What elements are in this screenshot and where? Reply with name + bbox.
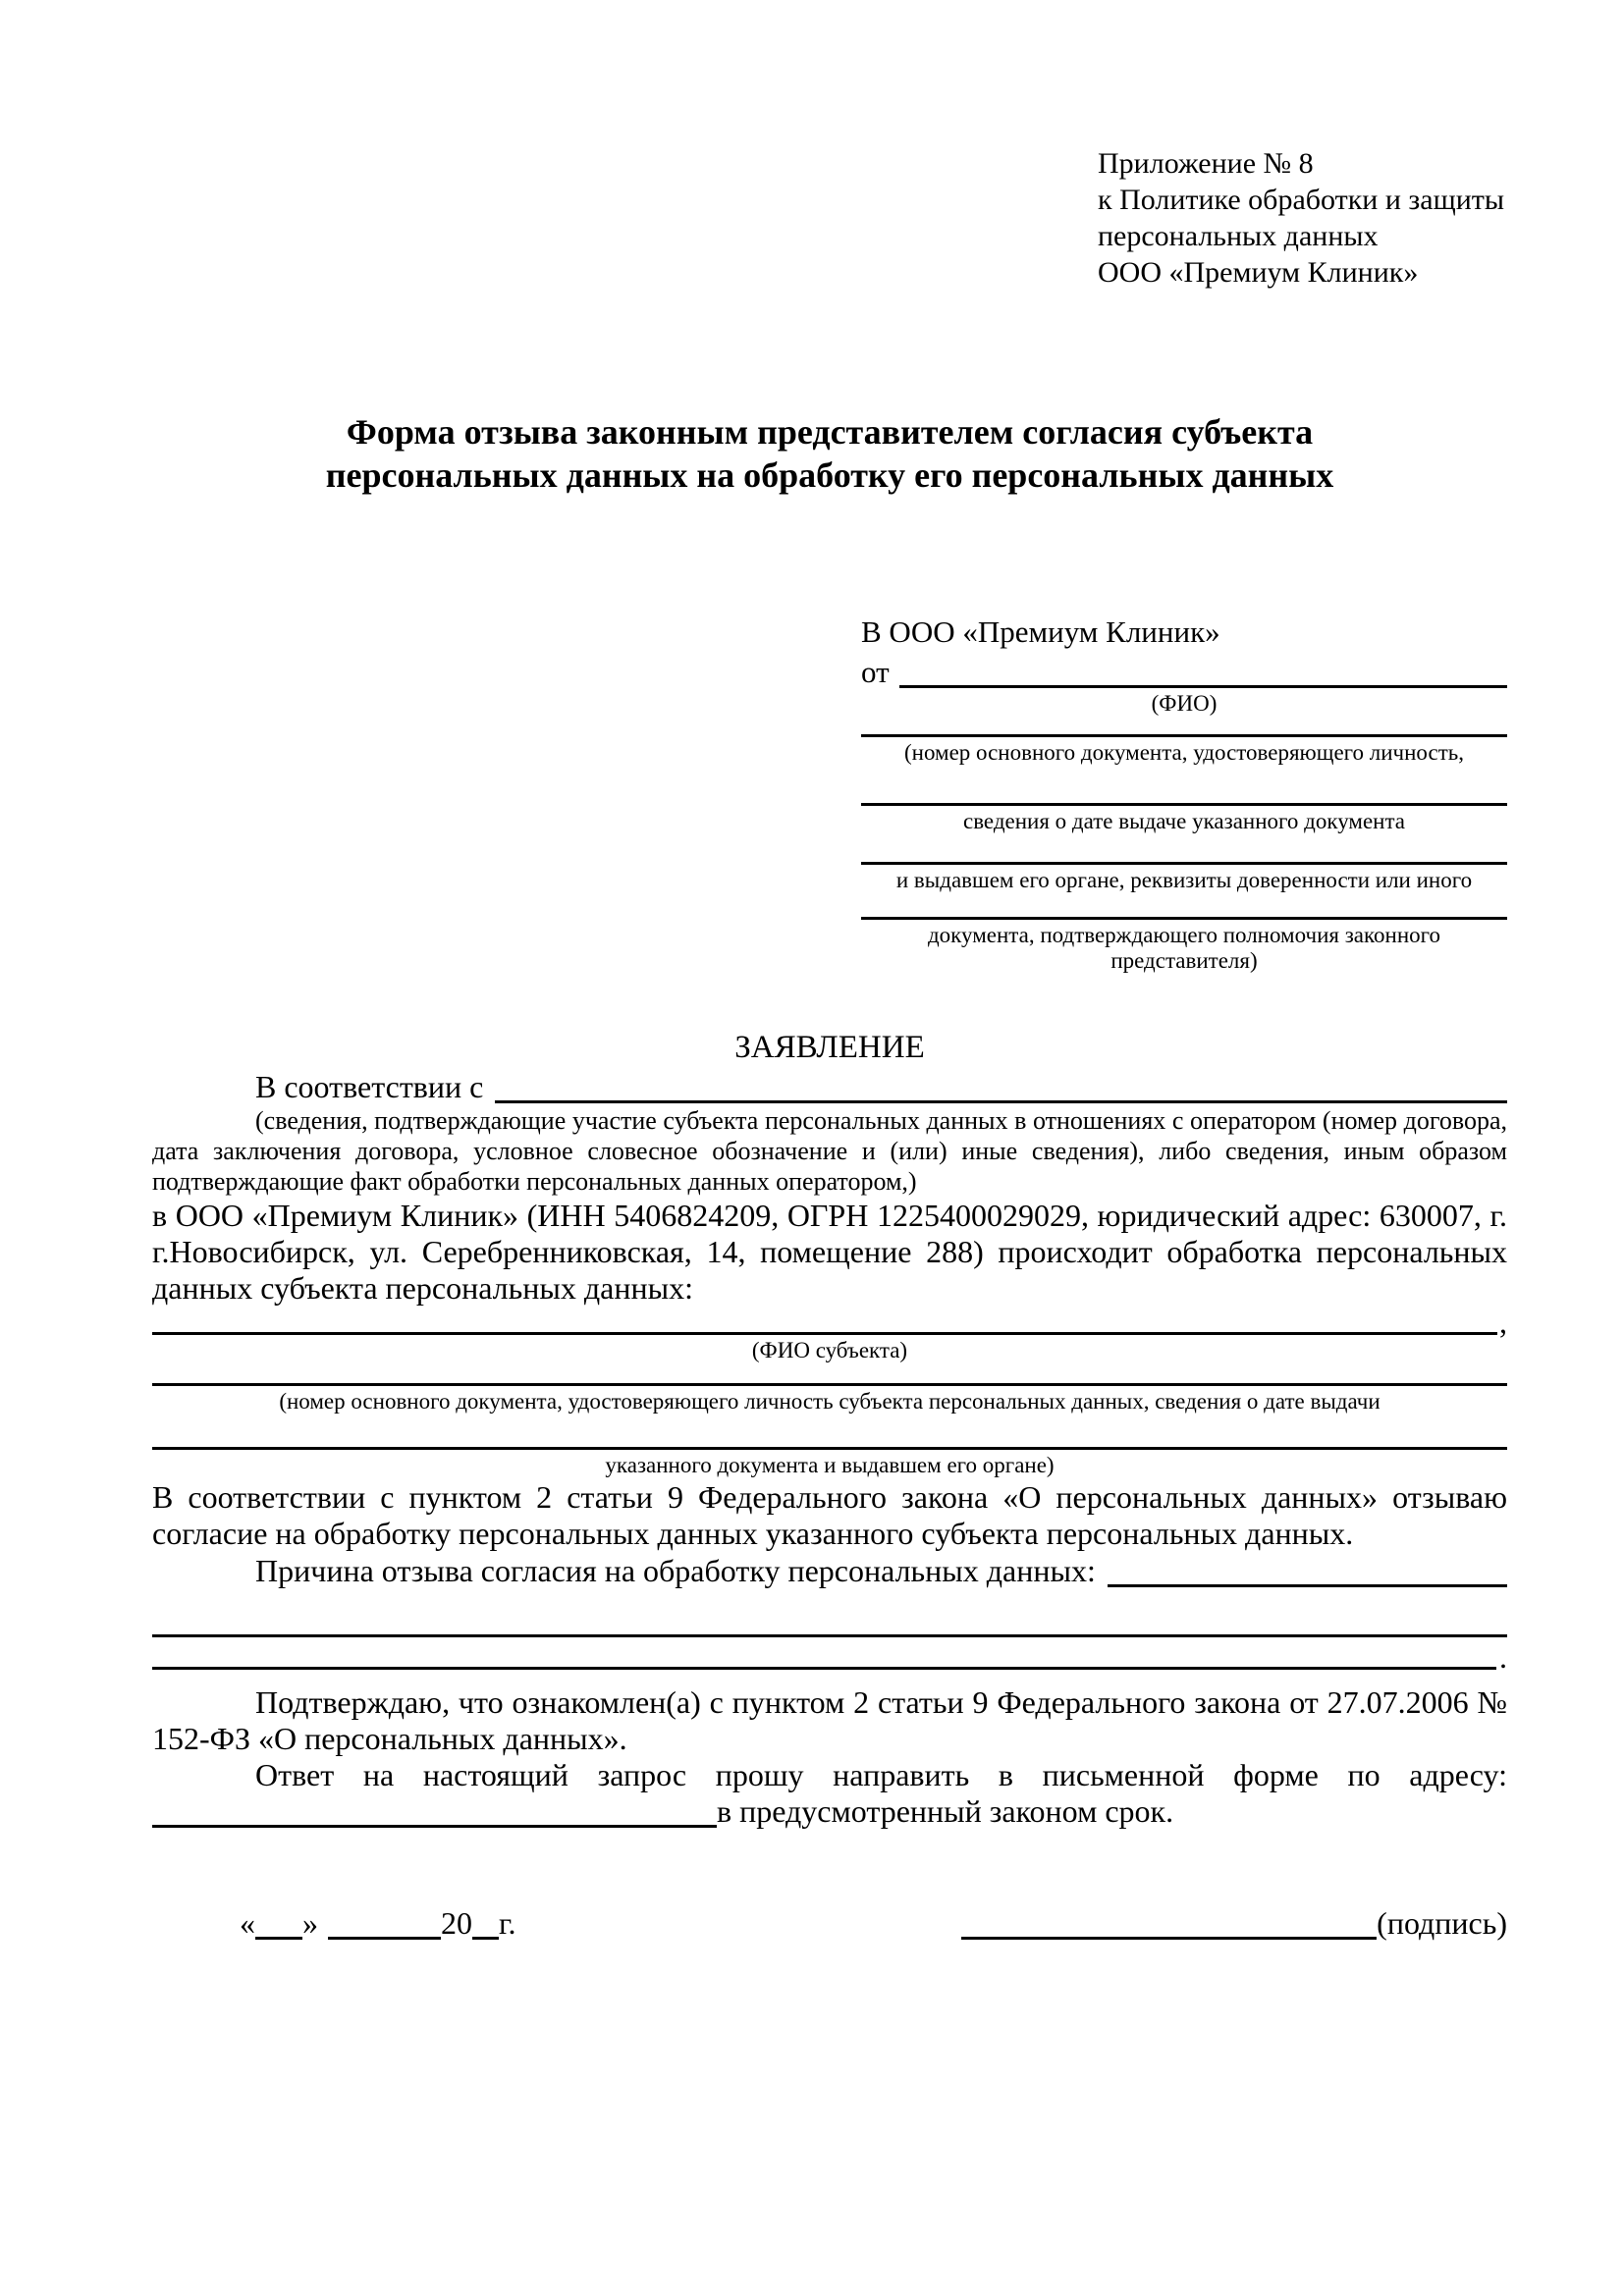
document-title xyxy=(152,410,1507,497)
reason-blank-line-short xyxy=(1108,1552,1507,1587)
subject-fio-row xyxy=(152,1305,1507,1340)
signature-field xyxy=(961,1904,1507,1940)
reason-blank-row-2 xyxy=(152,1637,1507,1675)
representative-doc-caption-4: документа, подтверждающего полномочия законного представителя) xyxy=(927,923,1440,973)
from-row xyxy=(861,656,1507,688)
date-quote-close: » xyxy=(302,1905,318,1941)
subject-fio-caption: (ФИО субъекта) xyxy=(751,1338,908,1362)
annex-line-2: к Политике обработки и защиты xyxy=(1098,184,1505,216)
from-label: от xyxy=(861,655,890,689)
date-year-prefix: 20 xyxy=(441,1905,472,1941)
date-year-suffix: г. xyxy=(499,1905,516,1941)
in-accordance-row xyxy=(152,1066,1507,1103)
annex-line-1: Приложение № 8 xyxy=(1098,147,1314,180)
date-day-blank-line xyxy=(255,1904,302,1940)
reason-period: . xyxy=(1499,1639,1507,1675)
date-quote-open: « xyxy=(240,1905,255,1941)
in-accordance-label: В соответствии с xyxy=(255,1069,484,1104)
footer-row xyxy=(152,1904,1507,1940)
annex-line-4: ООО «Премиум Клиник» xyxy=(1098,256,1419,289)
document-title-line-1: Форма отзыва законным представителем согласия субъекта xyxy=(346,412,1314,452)
addressee-block xyxy=(861,613,1507,974)
representative-doc-caption-1: (номер основного документа, удостоверяющего личность, xyxy=(903,740,1464,765)
subject-doc-blank-line-2 xyxy=(152,1415,1507,1450)
reason-label: Причина отзыва согласия на обработку персональных данных: xyxy=(255,1553,1096,1588)
reply-address-row xyxy=(152,1794,1507,1828)
document-title-line-2: персональных данных на обработку его персональных данных xyxy=(325,455,1334,495)
representative-doc-blank-line-2 xyxy=(861,766,1507,806)
statement-heading: ЗАЯВЛЕНИЕ xyxy=(734,1030,925,1065)
addressee-organization: В ООО «Премиум Клиник» xyxy=(861,614,1220,649)
representative-doc-blank-line-3 xyxy=(861,834,1507,865)
subject-doc-caption-1: (номер основного документа, удостоверяющего личность субъекта персональных данных, сведения о дате выдачи xyxy=(279,1389,1380,1414)
representative-doc-blank-line-4 xyxy=(861,893,1507,920)
representative-fio-blank-line xyxy=(899,656,1507,688)
basis-blank-line xyxy=(495,1066,1507,1103)
subject-fio-comma: , xyxy=(1499,1305,1507,1340)
representative-doc-caption-2: сведения о дате выдаче указанного документа xyxy=(962,809,1406,833)
representative-doc-caption-3: и выдавшем его органе, реквизиты доверенности или иного xyxy=(895,868,1473,892)
fio-caption: (ФИО) xyxy=(1151,691,1218,716)
reply-suffix: в предусмотренный законом срок. xyxy=(717,1793,1174,1829)
subject-fio-blank-line xyxy=(152,1307,1497,1335)
subject-doc-caption-2: указанного документа и выдавшем его органе) xyxy=(605,1453,1055,1477)
representative-doc-blank-line-1 xyxy=(861,717,1507,737)
reason-blank-line-1 xyxy=(152,1587,1507,1637)
reply-address-blank-line xyxy=(152,1794,717,1828)
signature-blank-line xyxy=(961,1904,1377,1940)
confirmation-paragraph: Подтверждаю, что ознакомлен(а) с пунктом 2 статьи 9 Федерального закона от 27.07.2006 № 152-ФЗ «О персональных данных». xyxy=(152,1684,1507,1756)
subject-doc-blank-line-1 xyxy=(152,1363,1507,1386)
date-year-blank-line xyxy=(472,1904,499,1940)
basis-caption: (сведения, подтверждающие участие субъекта персональных данных в отношениях с оператором (номер договора, дата заключения договора, условное словесное обозначение и (или) иные сведения), либо сведения, иным образом подтверждающие факт обработки персональных данных оператором,) xyxy=(152,1106,1507,1196)
reply-paragraph: Ответ на настоящий запрос прошу направить в письменной форме по адресу: xyxy=(255,1757,1507,1792)
reason-row xyxy=(152,1552,1507,1587)
withdrawal-paragraph: В соответствии с пунктом 2 статьи 9 Федерального закона «О персональных данных» отзываю согласие на обработку персональных данных указанного субъекта персональных данных. xyxy=(152,1479,1507,1551)
reason-blank-line-2 xyxy=(152,1637,1496,1670)
annex-header xyxy=(1098,145,1507,291)
date-month-blank-line xyxy=(328,1904,441,1940)
operator-paragraph: в ООО «Премиум Клиник» (ИНН 5406824209, ОГРН 1225400029029, юридический адрес: 630007, г. г.Новосибирск, ул. Серебренниковская, 14, помещение 288) происходит обработка персональных данных субъекта персональных данных: xyxy=(152,1198,1507,1306)
date-field xyxy=(240,1904,516,1940)
signature-caption: (подпись) xyxy=(1377,1905,1507,1941)
annex-line-3: персональных данных xyxy=(1098,220,1379,252)
